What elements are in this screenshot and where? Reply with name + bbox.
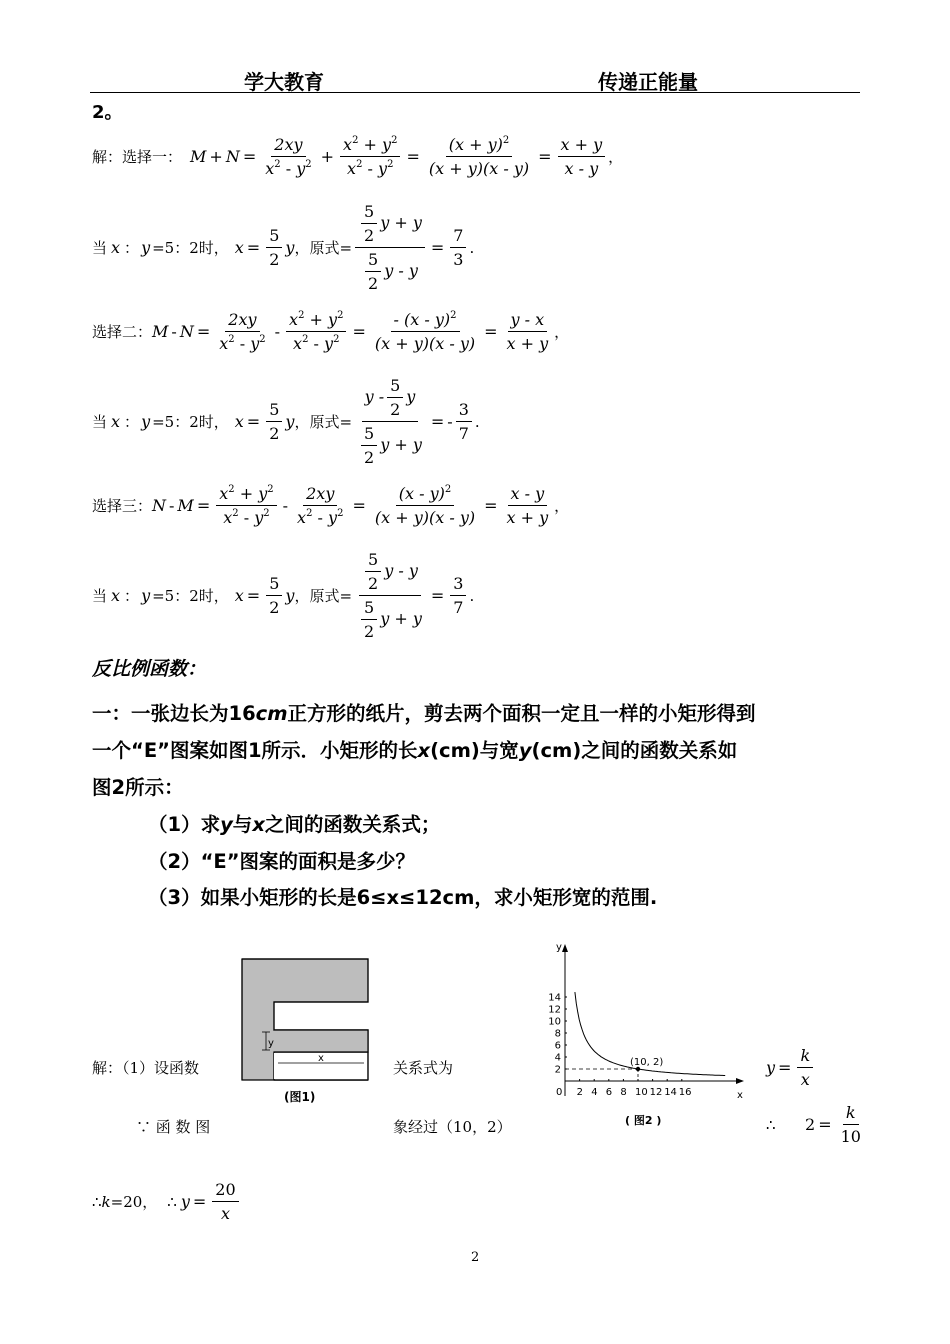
x-tick-6: 6: [605, 1087, 613, 1098]
solution-choice2: 选择二： M - N = $\frac{2xy}{x^2 - y^2}$ - $\frac{x^2 + y^2}{x^2 - y^2}$ = $\frac{- (x - y)^2}{(x + y)(x - y)}$ = $\frac{y - x}{x + y}$ ，: [92, 310, 570, 353]
figure-1-e-shape: [236, 954, 376, 1106]
y-tick-12: 12: [548, 1004, 561, 1016]
x-tick-4: 4: [591, 1087, 598, 1098]
y-tick-14: 14: [548, 992, 561, 1004]
answer-a1: 解：（1）设函数: [92, 1059, 200, 1077]
fig2-origin: 0: [556, 1087, 563, 1098]
x-tick-12: 12: [649, 1087, 663, 1098]
x-tick-10: 10: [635, 1087, 648, 1098]
answer-formula-y-k-x: y = $\frac{k}{x}$: [766, 1046, 816, 1089]
answer-k-result: ∴ k =20， ∴ y = $\frac{20}{x}$: [92, 1180, 242, 1223]
fig2-axis-x: x: [737, 1090, 743, 1101]
solution-choice3: 选择三： N - M = $\frac{x^2 + y^2}{x^2 - y^2}$ - $\frac{2xy}{x^2 - y^2}$ = $\frac{(x - y)^2}{(x + y)(x - y)}$ = $\frac{x - y}{x + y}$ ，: [92, 484, 570, 527]
solution-choice1: 解：选择一： M + N = $\frac{2xy}{x^2 - y^2}$ + $\frac{x^2 + y^2}{x^2 - y^2}$ = $\frac{(x + y)^2}{(x + y)(x - y)}$ = $\frac{x + y}{x - y}$ ，: [92, 135, 624, 178]
x-tick-16: 16: [678, 1087, 692, 1098]
y-tick-8: 8: [554, 1028, 561, 1040]
question-2: （2）“E”图案的面积是多少？: [148, 850, 416, 873]
fig1-y-label: y: [268, 1038, 274, 1049]
solution-when3: 当 x ： y =5：2时， x = $\frac{5}{2}$ y ， 原式= $\frac{5}{2}$ y - y $\frac{5}{2}$ y + y = $\frac{3}{7}$ .: [92, 550, 475, 641]
fig2-point-label: (10, 2): [630, 1057, 664, 1068]
answer-formula-k10: 2 = $\frac{k}{10}$: [805, 1103, 861, 1146]
y-tick-6: 6: [554, 1040, 561, 1052]
section-title: 反比例函数：: [92, 658, 207, 680]
sol-prefix: 解：选择一：: [92, 148, 183, 166]
header-right: 传递正能量: [598, 70, 698, 94]
fig2-axis-y: y: [556, 942, 562, 953]
problem-line2: 一个“E”图案如图1所示．小矩形的长x(cm)与宽y(cm)之间的函数关系如: [92, 739, 738, 762]
solution-when1: 当 x ： y =5：2时， x = $\frac{5}{2}$ y ， 原式= $\frac{5}{2}$ y + y $\frac{5}{2}$ y - y = $\frac{7}{3}$ .: [92, 202, 475, 293]
x-tick-2: 2: [576, 1087, 583, 1098]
y-tick-4: 4: [554, 1052, 561, 1064]
header-rule: [90, 92, 860, 93]
answer-a2: 关系式为: [393, 1059, 454, 1077]
problem-line1: 一：一张边长为16cm正方形的纸片，剪去两个面积一定且一样的小矩形得到: [92, 702, 756, 725]
question-3: （3）如果小矩形的长是6≤x≤12cm，求小矩形宽的范围.: [148, 886, 658, 909]
x-tick-8: 8: [620, 1087, 627, 1098]
y-tick-10: 10: [548, 1016, 561, 1028]
page-number: 2: [471, 1250, 480, 1265]
x-tick-14: 14: [664, 1087, 677, 1098]
therefore-symbol: ∴: [766, 1116, 776, 1134]
problem-line3: 图2所示：: [92, 776, 184, 799]
item-number: 2。: [92, 102, 123, 123]
fig1-x-label: x: [318, 1053, 324, 1064]
fig1-caption: (图1): [284, 1090, 316, 1104]
answer-b2: 象经过（10，2）: [393, 1118, 512, 1136]
figure-2-graph: [540, 938, 760, 1104]
y-tick-2: 2: [554, 1064, 561, 1076]
fig2-caption: ( 图2 ): [625, 1114, 662, 1127]
answer-b1: ∵ 函 数 图: [136, 1118, 211, 1136]
header-left: 学大教育: [244, 70, 324, 94]
question-1: （1）求y与x之间的函数关系式；: [148, 813, 441, 836]
solution-when2: 当 x ： y =5：2时， x = $\frac{5}{2}$ y ， 原式= y - $\frac{5}{2}$ y $\frac{5}{2}$ y + y = - $\frac{3}{7}$ .: [92, 376, 480, 467]
